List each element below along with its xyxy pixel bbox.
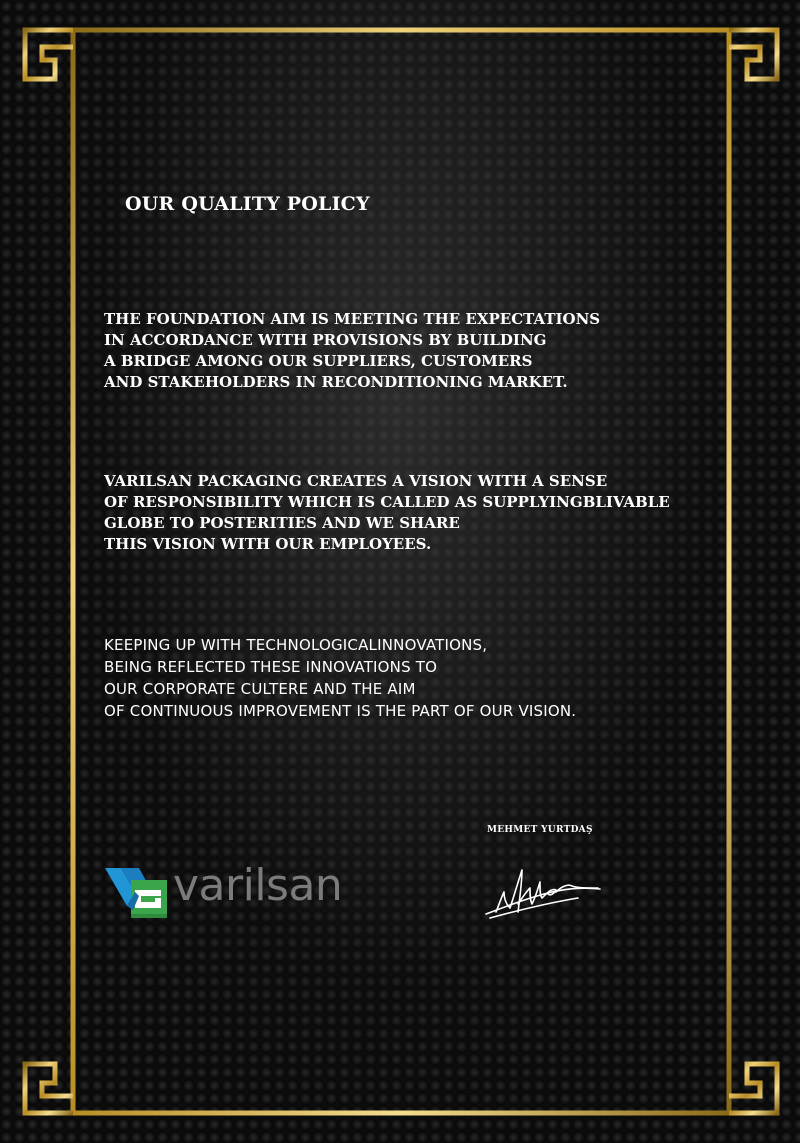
paragraph-line: VARILSAN PACKAGING CREATES A VISION WITH A SENSE: [104, 472, 608, 490]
paragraph-line: OUR CORPORATE CULTERE AND THE AIM: [104, 680, 416, 698]
varilsan-logo: [105, 860, 370, 922]
policy-paragraph-3: [104, 634, 576, 722]
paragraph-line: THIS VISION WITH OUR EMPLOYEES.: [104, 535, 432, 553]
signer-name: MEHMET YURTDAŞ: [487, 825, 593, 835]
paragraph-line: AND STAKEHOLDERS IN RECONDITIONING MARKET.: [104, 373, 568, 391]
paragraph-line: IN ACCORDANCE WITH PROVISIONS BY BUILDING: [104, 331, 547, 349]
paragraph-line: BEING REFLECTED THESE INNOVATIONS TO: [104, 658, 438, 676]
logo-wordmark: varilsan: [173, 860, 343, 911]
policy-paragraph-2: [104, 471, 670, 555]
paragraph-line: OF RESPONSIBILITY WHICH IS CALLED AS SUPPLYINGBLIVABLE: [104, 493, 670, 511]
paragraph-line: A BRIDGE AMONG OUR SUPPLIERS, CUSTOMERS: [104, 352, 533, 370]
paragraph-line: OF CONTINUOUS IMPROVEMENT IS THE PART OF OUR VISION.: [104, 702, 577, 720]
varilsan-logo-icon: [105, 866, 169, 918]
policy-paragraph-1: [104, 309, 600, 393]
paragraph-line: KEEPING UP WITH TECHNOLOGICALINNOVATIONS,: [104, 636, 488, 654]
handwritten-signature: [482, 852, 607, 927]
paragraph-line: GLOBE TO POSTERITIES AND WE SHARE: [104, 514, 460, 532]
page-title: OUR QUALITY POLICY: [125, 193, 370, 215]
paragraph-line: THE FOUNDATION AIM IS MEETING THE EXPECTATIONS: [104, 310, 601, 328]
